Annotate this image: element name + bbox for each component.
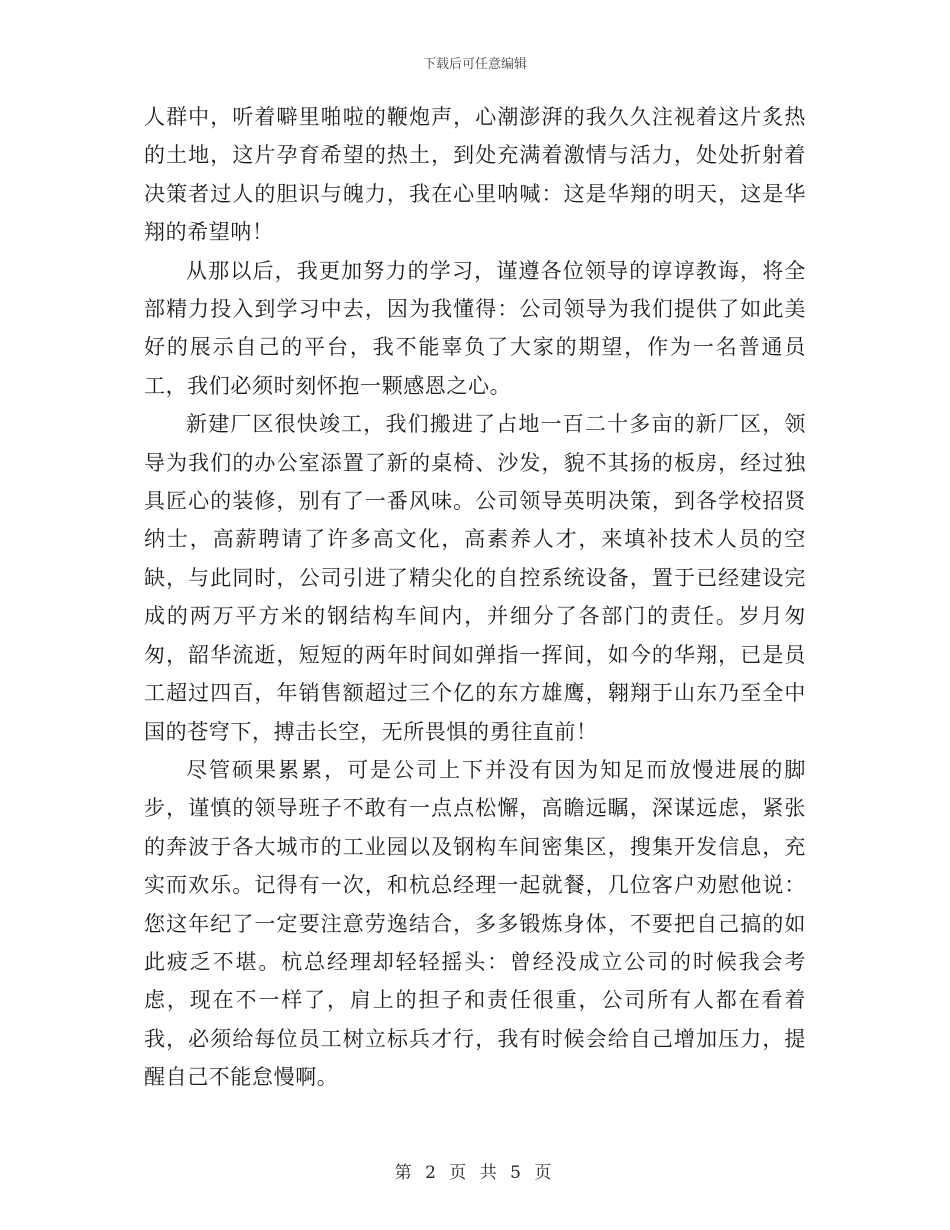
paragraph-continued: 人群中，听着噼里啪啦的鞭炮声，心潮澎湃的我久久注视着这片炙热的土地，这片孕育希望的热土，到处充满着激情与活力，处处折射着决策者过人的胆识与魄力，我在心里呐喊：这是华翔的明天，这是华翔的希望呐！	[144, 105, 806, 245]
page-header-note: 下载后可任意编辑	[422, 57, 527, 72]
document-body	[144, 98, 806, 1097]
paragraph: 从那以后，我更加努力的学习，谨遵各位领导的谆谆教诲，将全部精力投入到学习中去，因为我懂得：公司领导为我们提供了如此美好的展示自己的平台，我不能辜负了大家的期望，作为一名普通员工，我们必须时刻怀抱一颗感恩之心。	[144, 258, 806, 398]
paragraph: 尽管硕果累累，可是公司上下并没有因为知足而放慢进展的脚步，谨慎的领导班子不敢有一点点松懈，高瞻远瞩，深谋远虑，紧张的奔波于各大城市的工业园以及钢构车间密集区，搜集开发信息，充实而欢乐。记得有一次，和杭总经理一起就餐，几位客户劝慰他说：您这年纪了一定要注意劳逸结合，多多锻炼身体，不要把自己搞的如此疲乏不堪。杭总经理却轻轻摇头：曾经没成立公司的时候我会考虑，现在不一样了，肩上的担子和责任很重，公司所有人都在看着我，必须给每位员工树立标兵才行，我有时候会给自己增加压力，提醒自己不能怠慢啊。	[144, 757, 806, 1090]
paragraph: 新建厂区很快竣工，我们搬进了占地一百二十多亩的新厂区，领导为我们的办公室添置了新的桌椅、沙发，貌不其扬的板房，经过独具匠心的装修，别有了一番风味。公司领导英明决策，到各学校招贤纳士，高薪聘请了许多高文化，高素养人才，来填补技术人员的空缺，与此同时，公司引进了精尖化的自控系统设备，置于已经建设完成的两万平方米的钢结构车间内，并细分了各部门的责任。岁月匆匆，韶华流逝，短短的两年时间如弹指一挥间，如今的华翔，已是员工超过四百，年销售额超过三个亿的东方雄鹰，翱翔于山东乃至全中国的苍穹下，搏击长空，无所畏惧的勇往直前！	[144, 412, 806, 744]
page-number-footer: 第 2 页 共 5 页	[394, 1163, 556, 1183]
